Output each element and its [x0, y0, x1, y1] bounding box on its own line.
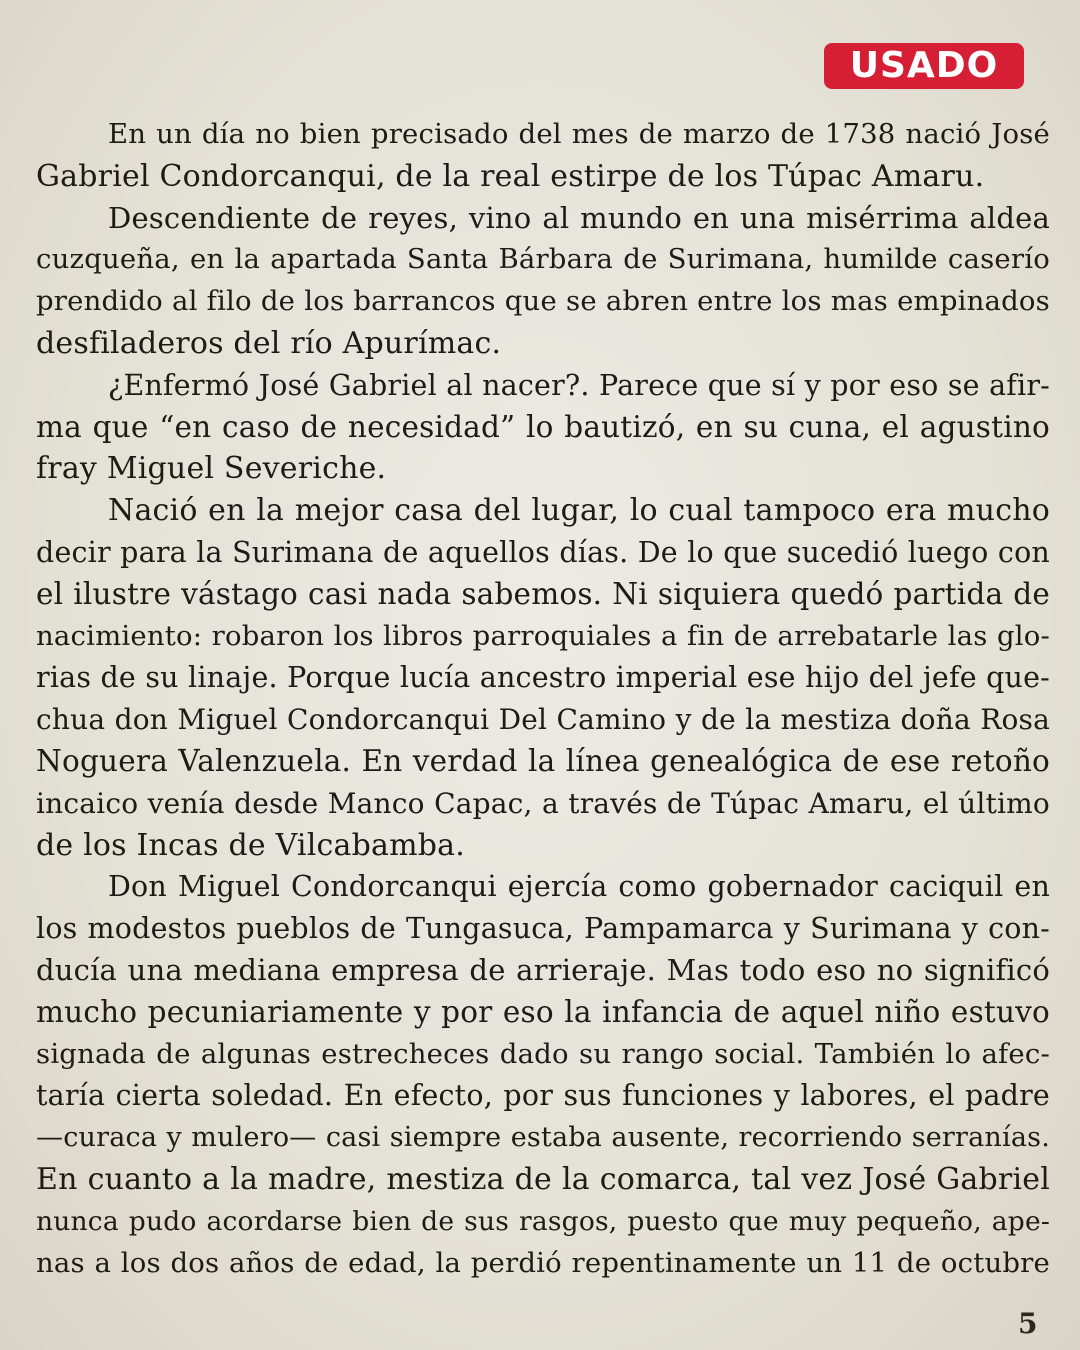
- text-line: Gabriel Condorcanqui, de la real estirpe de los Túpac Amaru.: [36, 158, 985, 194]
- text-line: nas a los dos años de edad, la perdió repentinamente un 11 de octubre: [36, 1246, 1050, 1279]
- text-line: Descendiente de reyes, vino al mundo en una misérrima aldea: [108, 200, 1050, 235]
- text-line: chua don Miguel Condorcanqui Del Camino y de la mestiza doña Rosa: [36, 703, 1050, 737]
- text-line: prendido al filo de los barrancos que se abren entre los mas empinados: [36, 285, 1050, 318]
- text-line: nacimiento: robaron los libros parroquiales a fin de arrebatarle las glo-: [36, 619, 1050, 652]
- text-line: mucho pecuniariamente y por eso la infancia de aquel niño estuvo: [36, 994, 1050, 1029]
- text-line: cuzqueña, en la apartada Santa Bárbara de Surimana, humilde caserío: [36, 243, 1050, 276]
- text-line: En un día no bien precisado del mes de marzo de 1738 nació José: [108, 118, 1050, 150]
- text-line: ma que “en caso de necesidad” lo bautizó, en su cuna, el agustino: [36, 409, 1050, 444]
- text-line: En cuanto a la madre, mestiza de la comarca, tal vez José Gabriel: [36, 1161, 1050, 1197]
- text-line: —curaca y mulero— casi siempre estaba ausente, recorriendo serranías.: [36, 1122, 1050, 1154]
- text-line: incaico venía desde Manco Capac, a través de Túpac Amaru, el último: [36, 786, 1050, 820]
- used-badge: USADO: [824, 43, 1024, 89]
- body-text: [36, 114, 1050, 1284]
- text-line: signada de algunas estrecheces dado su rango social. También lo afec-: [36, 1037, 1050, 1070]
- text-line: de los Incas de Vilcabamba.: [36, 827, 465, 863]
- text-line: nunca pudo acordarse bien de sus rasgos, puesto que muy pequeño, ape-: [36, 1205, 1050, 1237]
- text-line: Noguera Valenzuela. En verdad la línea genealógica de ese retoño: [36, 743, 1050, 778]
- text-line: rias de su linaje. Porque lucía ancestro imperial ese hijo del jefe que-: [36, 661, 1050, 695]
- text-line: los modestos pueblos de Tungasuca, Pampamarca y Surimana y con-: [36, 912, 1050, 946]
- text-line: Don Miguel Condorcanqui ejercía como gobernador caciquil en: [108, 870, 1050, 904]
- text-line: ducía una mediana empresa de arrieraje. Mas todo eso no significó: [36, 952, 1050, 987]
- text-line: decir para la Surimana de aquellos días. De lo que sucedió luego con: [36, 535, 1050, 569]
- text-line: desfiladeros del río Apurímac.: [36, 325, 502, 361]
- page-number: 5: [1018, 1307, 1038, 1340]
- text-line: taría cierta soledad. En efecto, por sus funciones y labores, el padre: [36, 1079, 1050, 1113]
- text-line: ¿Enfermó José Gabriel al nacer?. Parece que sí y por eso se afir-: [108, 368, 1050, 402]
- text-line: Nació en la mejor casa del lugar, lo cual tampoco era mucho: [108, 493, 1050, 529]
- text-line: fray Miguel Severiche.: [36, 451, 387, 487]
- text-line: el ilustre vástago casi nada sabemos. Ni siquiera quedó partida de: [36, 576, 1050, 611]
